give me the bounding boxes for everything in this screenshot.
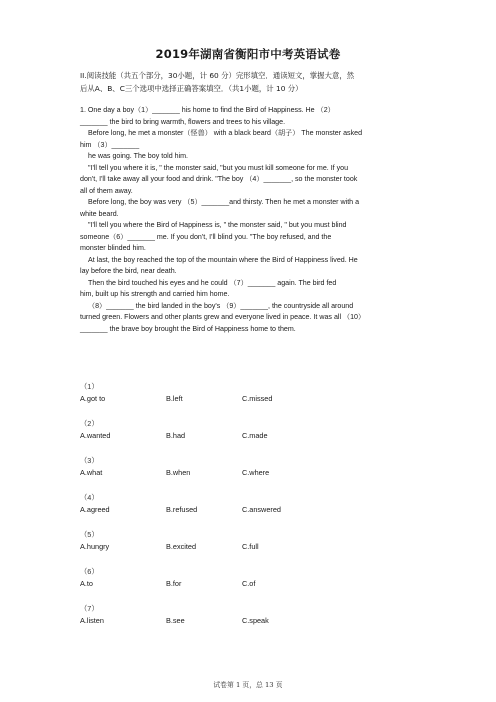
passage-line: 1. One day a boy（1）_______ his home to find the Bird of Happiness. He （2）	[80, 106, 335, 114]
question-number: （5）	[80, 530, 99, 539]
option-a: A.got to	[80, 394, 106, 403]
question-item	[80, 603, 425, 640]
option-row	[80, 393, 425, 405]
option-row	[80, 578, 425, 590]
passage-line: white beard.	[80, 209, 119, 218]
option-c: C.made	[242, 431, 268, 440]
option-c: C.answered	[242, 505, 281, 514]
option-b: B.see	[166, 616, 185, 625]
option-row	[80, 504, 425, 516]
option-b: B.for	[166, 579, 182, 588]
passage-line: "I'll tell you where the Bird of Happiness is, " the monster said, " but you must blind	[88, 221, 347, 229]
passage-line: _______ the bird to bring warmth, flowers and trees to his village.	[80, 117, 286, 126]
passage-line: Before long, he met a monster（怪兽） with a black beard（胡子） The monster asked	[88, 129, 363, 137]
cloze-passage	[80, 105, 425, 335]
passage-line: someone（6）_______ me. If you don't, I'll blind you. "The boy refused, and the	[80, 232, 332, 241]
question-item	[80, 566, 425, 603]
option-a: A.listen	[80, 616, 104, 625]
option-c: C.where	[242, 468, 270, 477]
passage-line: Then the bird touched his eyes and he could （7）_______ again. The bird fed	[88, 278, 337, 287]
instructions-line: II.阅读技能（共五个部分，30小题，计 60 分）完形填空．通读短文，掌握大意，然	[80, 71, 355, 80]
question-number: （3）	[80, 456, 99, 465]
question-item	[80, 418, 425, 455]
option-row	[80, 467, 425, 479]
passage-line: all of them away.	[80, 186, 133, 195]
option-c: C.speak	[242, 616, 269, 625]
page-footer: 试卷第 1 页，总 13 页	[213, 681, 283, 689]
option-c: C.of	[242, 579, 256, 588]
option-b: B.had	[166, 431, 186, 440]
option-b: B.when	[166, 468, 191, 477]
option-c: C.full	[242, 542, 259, 551]
instructions-line: 后从A、B、C三个选项中选择正确答案填空．（共1小题，计 10 分）	[80, 84, 303, 93]
question-number: （1）	[80, 382, 99, 391]
option-row	[80, 615, 425, 627]
passage-line: At last, the boy reached the top of the mountain where the Bird of Happiness lived. He	[88, 255, 358, 264]
option-a: A.wanted	[80, 431, 111, 440]
question-item	[80, 381, 425, 418]
option-a: A.what	[80, 468, 103, 477]
option-b: B.left	[166, 394, 183, 403]
passage-line: lay before the bird, near death.	[80, 267, 177, 275]
page-title: 2019年湖南省衡阳市中考英语试卷	[155, 47, 341, 61]
question-options	[80, 381, 425, 640]
option-a: A.hungry	[80, 542, 110, 551]
option-row	[80, 430, 425, 442]
passage-line: Before long, the boy was very （5）_______and thirsty. Then he met a monster with a	[88, 198, 360, 206]
question-number: （6）	[80, 567, 99, 576]
passage-line: turned green. Flowers and other plants grew and everyone lived in peace. It was all （10）	[80, 313, 366, 321]
passage-line: "I'll tell you where it is, " the monster said, "but you must kill someone for me. If you	[88, 163, 349, 172]
question-number: （4）	[80, 493, 99, 502]
passage-line: him （3）_______	[80, 140, 140, 149]
question-item	[80, 492, 425, 529]
option-b: B.refused	[166, 505, 198, 514]
passage-line: （8）_______ the bird landed in the boy's （9）_______, the countryside all around	[88, 301, 354, 310]
passage-line: he was going. The boy told him.	[88, 152, 189, 160]
section-instructions	[80, 69, 425, 95]
passage-line: him, built up his strength and carried him home.	[80, 290, 230, 298]
passage-line: don't, I'll take away all your food and drink. "The boy （4）_______, so the monster took	[80, 175, 358, 183]
option-row	[80, 541, 425, 553]
option-b: B.excited	[166, 542, 197, 551]
question-number: （2）	[80, 419, 99, 428]
passage-line: _______ the brave boy brought the Bird of Happiness home to them.	[80, 324, 296, 333]
question-number: （7）	[80, 604, 99, 613]
passage-line: monster blinded him.	[80, 244, 146, 252]
option-a: A.agreed	[80, 505, 110, 514]
question-item	[80, 529, 425, 566]
question-item	[80, 455, 425, 492]
option-a: A.to	[80, 579, 93, 588]
option-c: C.missed	[242, 394, 273, 403]
